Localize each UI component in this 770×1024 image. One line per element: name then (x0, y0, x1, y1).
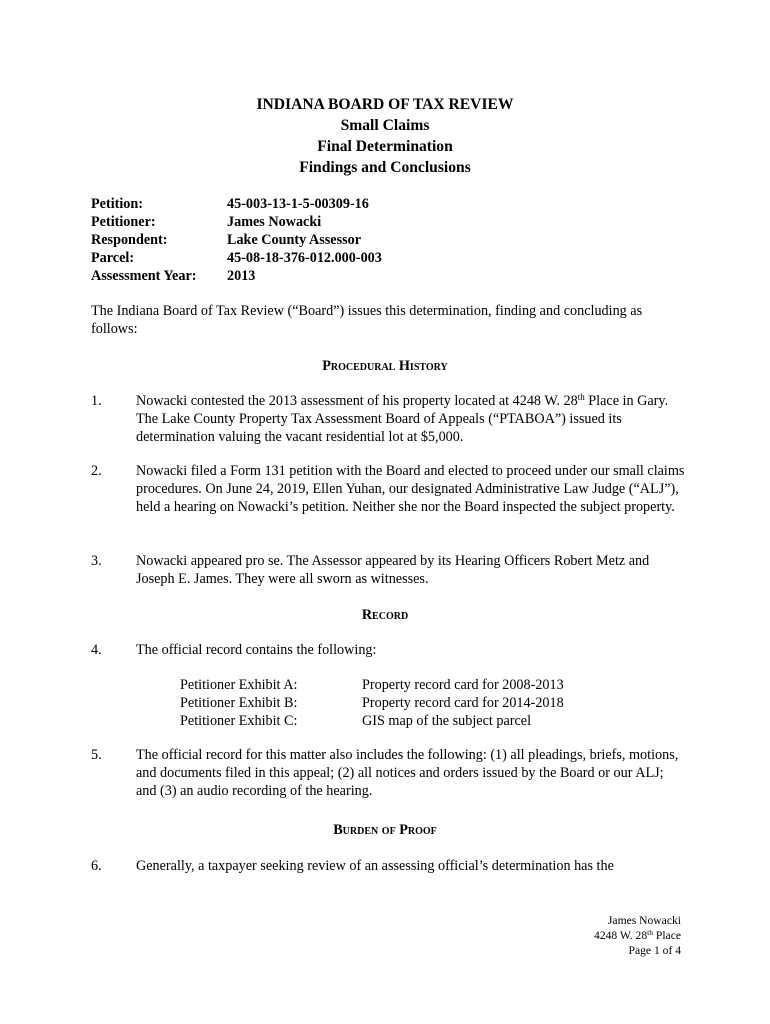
paragraph-text: The official record contains the following: (136, 642, 377, 658)
meta-assessment-year (91, 267, 382, 285)
exhibit-label: Petitioner Exhibit B: (180, 695, 298, 711)
paragraph-number: 2. (91, 463, 102, 479)
meta-label: Parcel: (91, 250, 135, 266)
footer-address (594, 928, 681, 943)
meta-parcel (91, 249, 382, 267)
heading-record: Record (361, 607, 409, 623)
meta-value: 2013 (227, 268, 256, 284)
superscript: th (647, 928, 653, 937)
footer-address-part: 4248 W. 28 (593, 929, 648, 942)
page-footer (594, 913, 681, 958)
exhibit-description: Property record card for 2008-2013 (362, 677, 564, 693)
case-metadata (91, 195, 382, 285)
exhibit-row (180, 694, 564, 712)
footer-petitioner-name: James Nowacki (607, 914, 681, 927)
meta-value: James Nowacki (227, 214, 322, 230)
paragraph-text: The official record for this matter also includes the following: (1) all pleadings, briefs, motions, and documents filed in this appeal; (2) all notices and orders issued by the Board or our ALJ; and (3) an audio recording of the hearing. (136, 747, 679, 799)
superscript: th (577, 392, 585, 402)
meta-value: Lake County Assessor (227, 232, 362, 248)
meta-label: Petitioner: (91, 214, 156, 230)
footer-address-part: Place (652, 929, 681, 942)
title-findings: Findings and Conclusions (299, 159, 471, 176)
meta-value: 45-08-18-376-012.000-003 (227, 250, 382, 266)
paragraph-number: 6. (91, 858, 102, 874)
paragraph-number: 4. (91, 642, 102, 658)
paragraph-text (136, 392, 687, 446)
intro-paragraph: The Indiana Board of Tax Review (“Board”) issues this determination, finding and concluding as follows: (91, 303, 643, 337)
paragraph-text-part: Place in (584, 393, 634, 409)
meta-respondent (91, 231, 382, 249)
heading-procedural-history: Procedural History (322, 358, 448, 374)
meta-petition (91, 195, 382, 213)
paragraph-number: 1. (91, 393, 102, 409)
title-board-name: INDIANA BOARD OF TAX REVIEW (256, 96, 514, 113)
paragraph-text: Nowacki appeared pro se. The Assessor appeared by its Hearing Officers Robert Metz and Joseph E. James. They were all sworn as witnesses. (136, 553, 650, 587)
heading-burden-of-proof: Burden of Proof (333, 822, 437, 838)
exhibit-row (180, 676, 564, 694)
exhibit-label: Petitioner Exhibit A: (180, 677, 298, 693)
meta-label: Assessment Year: (91, 268, 197, 284)
paragraph-number: 5. (91, 747, 102, 763)
title-small-claims: Small Claims (340, 117, 430, 134)
document-title (0, 94, 770, 178)
exhibit-label: Petitioner Exhibit C: (180, 713, 298, 729)
meta-label: Respondent: (91, 232, 168, 248)
paragraph-text-part: Nowacki contested the 2013 assessment of his property located at 4248 W. 28 (136, 393, 578, 409)
exhibit-row (180, 712, 564, 730)
paragraph-number: 3. (91, 553, 102, 569)
paragraph-text: Generally, a taxpayer seeking review of an assessing official’s determination has the (136, 858, 614, 874)
exhibit-list (180, 676, 564, 730)
title-final-determination: Final Determination (317, 138, 453, 155)
meta-value: 45-003-13-1-5-00309-16 (227, 196, 369, 212)
exhibit-description: Property record card for 2014-2018 (362, 695, 564, 711)
meta-petitioner (91, 213, 382, 231)
page-number: Page 1 of 4 (628, 944, 681, 957)
exhibit-description: GIS map of the subject parcel (362, 713, 532, 729)
paragraph-text: Nowacki filed a Form 131 petition with the Board and elected to proceed under our small claims procedures. On June 24, 2019, Ellen Yuhan, our designated Administrative Law Judge (“ALJ”), held a hearing on Nowacki’s petition. Neither she nor the Board inspected the subject property. (136, 463, 685, 515)
meta-label: Petition: (91, 196, 144, 212)
paragraph-text-part: Gary. The Lake County Property Tax Assessment Board of Appeals (“PTABOA”) issued its determination valuing the vacant residential lot at $5,000. (136, 393, 669, 445)
